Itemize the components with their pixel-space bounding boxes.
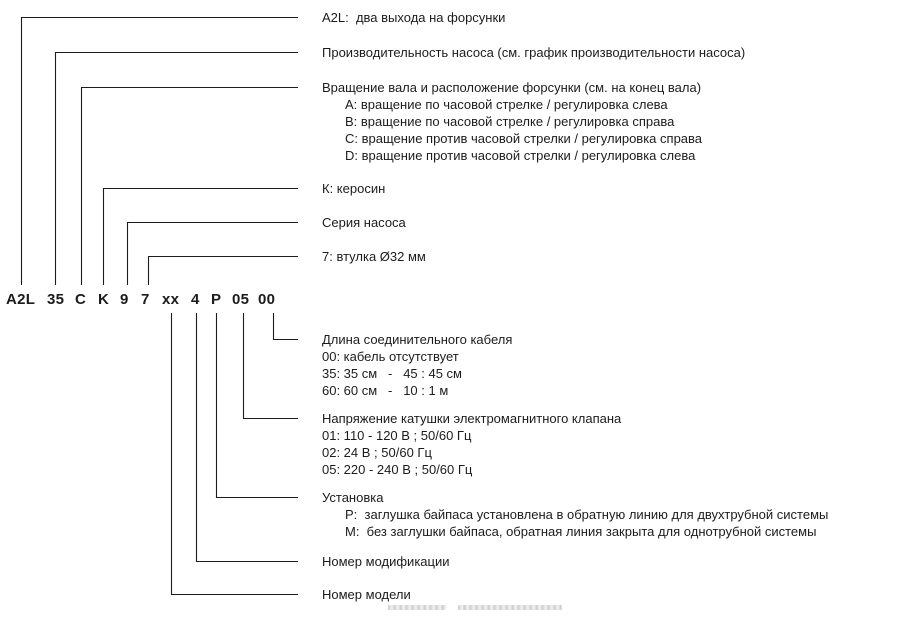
annotation-item: A: вращение по часовой стрелке / регулировка слева <box>345 97 668 112</box>
annotation-item: C: вращение против часовой стрелки / регулировка справа <box>345 131 703 146</box>
code-part-model-number: xx <box>162 291 180 308</box>
illegible-cutoff-text <box>388 605 570 612</box>
annotation-title: К: керосин <box>322 181 386 196</box>
line-model-number <box>172 313 299 595</box>
illegible-text-fragment <box>388 605 446 610</box>
annotation-title: Установка <box>322 490 384 505</box>
line-modification <box>197 313 299 562</box>
code-part-bushing: 7 <box>141 291 150 308</box>
annotation-title: 7: втулка Ø32 мм <box>322 249 426 264</box>
code-part-rotation: C <box>75 291 87 308</box>
line-coil-voltage <box>244 313 299 419</box>
line-installation <box>217 313 299 498</box>
code-part-fuel: K <box>98 291 110 308</box>
annotation-capacity <box>322 44 745 61</box>
line-outlets <box>22 18 299 286</box>
line-rotation <box>82 88 299 286</box>
annotation-title: Вращение вала и расположение форсунки (см. на конец вала) <box>322 80 702 95</box>
annotation-title: Номер модификации <box>322 554 450 569</box>
annotation-item: B: вращение по часовой стрелке / регулировка справа <box>345 114 675 129</box>
annotation-item: D: вращение против часовой стрелки / регулировка слева <box>345 148 696 163</box>
annotation-bushing <box>322 248 426 265</box>
code-part-capacity: 35 <box>47 291 65 308</box>
annotation-title: Серия насоса <box>322 215 406 230</box>
annotation-installation <box>322 489 828 540</box>
annotation-item: 35: 35 см - 45 : 45 см <box>322 366 462 381</box>
annotation-coil-voltage <box>322 410 621 478</box>
code-part-cable-length: 00 <box>258 291 276 308</box>
annotation-item: 00: кабель отсутствует <box>322 349 459 364</box>
annotation-cable-length <box>322 331 512 399</box>
line-fuel <box>104 189 299 286</box>
code-part-modification: 4 <box>191 291 200 308</box>
illegible-text-fragment <box>458 605 562 610</box>
annotation-title: Производительность насоса (см. график производительности насоса) <box>322 45 746 60</box>
line-series <box>128 223 299 286</box>
annotation-title: A2L: два выхода на форсунки <box>322 10 506 25</box>
annotation-item: M: без заглушки байпаса, обратная линия закрыта для однотрубной системы <box>345 524 817 539</box>
code-part-series: 9 <box>120 291 129 308</box>
annotation-item: 02: 24 В ; 50/60 Гц <box>322 445 432 460</box>
annotation-title: Напряжение катушки электромагнитного клапана <box>322 411 622 426</box>
annotation-fuel <box>322 180 385 197</box>
annotation-item: P: заглушка байпаса установлена в обратную линию для двухтрубной системы <box>345 507 829 522</box>
annotation-item: 60: 60 см - 10 : 1 м <box>322 383 449 398</box>
annotation-model-number <box>322 586 411 603</box>
code-part-installation: P <box>211 291 222 308</box>
line-cable-length <box>274 313 299 340</box>
line-bushing <box>149 257 299 286</box>
annotation-item: 05: 220 - 240 В ; 50/60 Гц <box>322 462 473 477</box>
annotation-item: 01: 110 - 120 В ; 50/60 Гц <box>322 428 472 443</box>
annotation-series <box>322 214 406 231</box>
annotation-title: Длина соединительного кабеля <box>322 332 513 347</box>
annotation-modification <box>322 553 450 570</box>
code-part-outlets: A2L <box>6 291 36 308</box>
annotation-rotation <box>322 79 702 164</box>
code-part-coil-voltage: 05 <box>232 291 250 308</box>
annotation-title: Номер модели <box>322 587 411 602</box>
annotation-outlets <box>322 9 505 26</box>
